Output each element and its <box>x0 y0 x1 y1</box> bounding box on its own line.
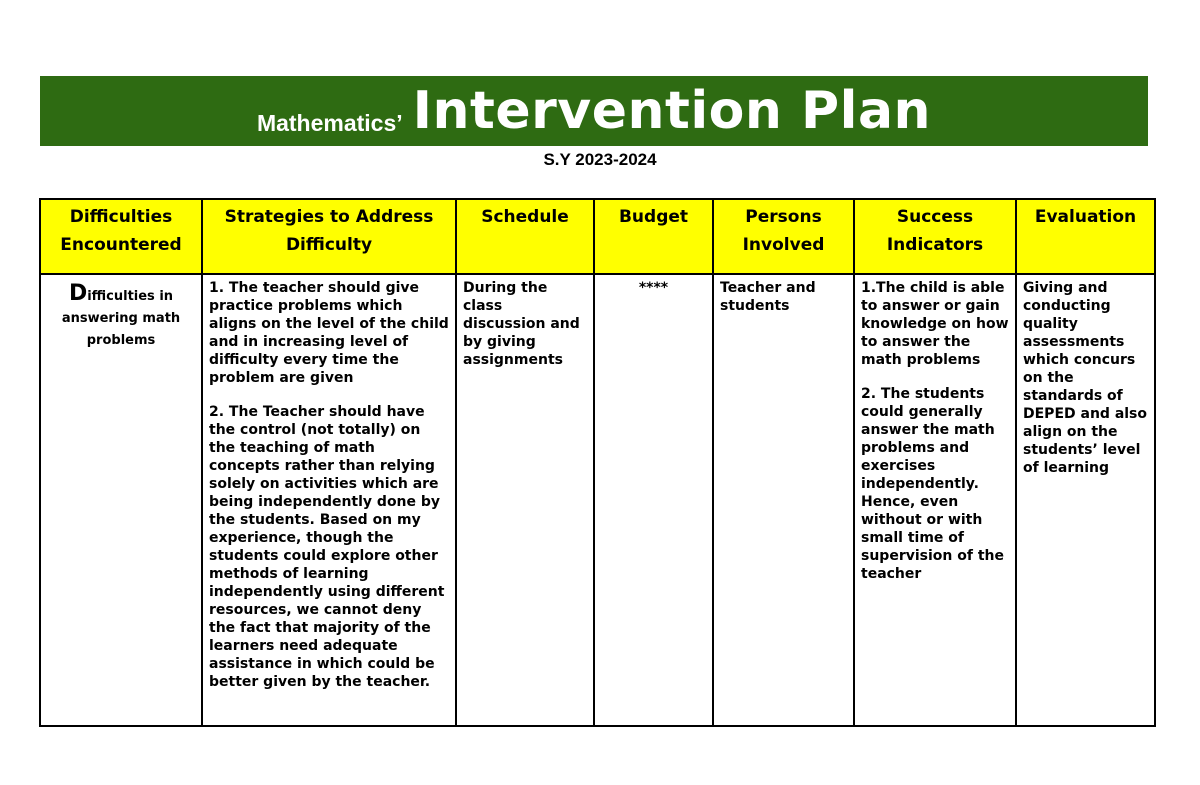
title-banner <box>40 76 1148 146</box>
school-year: S.Y 2023-2024 <box>543 150 657 169</box>
title-prefix: Mathematics’ <box>256 109 403 136</box>
header-evaluation: Evaluation <box>1016 199 1155 274</box>
strategy-2: 2. The Teacher should have the control (not totally) on the teaching of math concepts rather than relying solely on activities which are being independently done by the students. Based on my experience, though the students could explore other methods of learning independently using different resources, we cannot deny the fact that majority of the learners need adequate assistance in which could be better given by the teacher. <box>209 404 445 690</box>
strategy-1: 1. The teacher should give practice problems which aligns on the level of the child and in increasing level of difficulty every time the problem are given <box>209 280 449 386</box>
success-indicator-1: 1.The child is able to answer or gain knowledge on how to answer the math problems <box>861 280 1009 368</box>
cell-schedule: During the class discussion and by giving assignments <box>456 274 594 726</box>
cell-evaluation: Giving and conducting quality assessments which concurs on the standards of DEPED and also align on the students’ level of learning <box>1016 274 1155 726</box>
cell-strategies <box>202 274 456 726</box>
success-indicator-2: 2. The students could generally answer the math problems and exercises independently. Hence, even without or with small time of supervision of the teacher <box>861 386 1004 582</box>
cell-success <box>854 274 1016 726</box>
header-difficulties: Difficulties Encountered <box>40 199 202 274</box>
header-persons: Persons Involved <box>713 199 854 274</box>
header-strategies: Strategies to Address Difficulty <box>202 199 456 274</box>
page-title: Intervention Plan <box>412 81 932 141</box>
difficulty-text: ifficulties in answering math problems <box>61 289 181 348</box>
header-budget: Budget <box>594 199 713 274</box>
header-success: Success Indicators <box>854 199 1016 274</box>
table-header-row <box>40 199 1155 274</box>
intervention-table <box>39 198 1156 727</box>
cell-budget: **** <box>594 274 713 726</box>
cell-persons: Teacher and students <box>713 274 854 726</box>
header-schedule: Schedule <box>456 199 594 274</box>
cell-difficulty <box>40 274 202 726</box>
table-row <box>40 274 1155 726</box>
difficulty-initial: D <box>68 281 88 306</box>
